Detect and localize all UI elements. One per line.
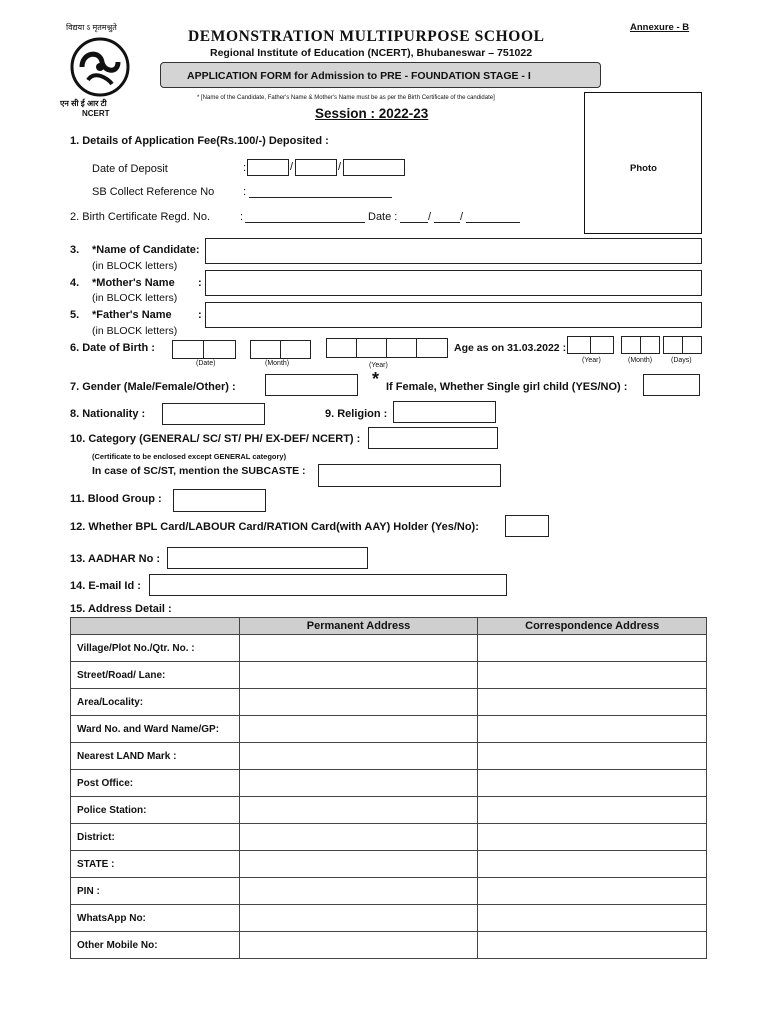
- q15-label: 15. Address Detail :: [70, 603, 172, 615]
- row-label: STATE :: [71, 851, 240, 878]
- q7-female-label: If Female, Whether Single girl child (YES/NO) :: [386, 381, 628, 393]
- q2-label: 2. Birth Certificate Regd. No.: [70, 211, 211, 223]
- q4-colon: :: [198, 277, 202, 289]
- school-name: DEMONSTRATION MULTIPURPOSE SCHOOL: [188, 28, 545, 45]
- nationality-field[interactable]: [162, 403, 265, 425]
- deposit-colon: :: [243, 162, 247, 174]
- dob-year-y2[interactable]: [356, 338, 387, 358]
- table-row: [71, 878, 707, 905]
- cert-slash-1: /: [428, 211, 432, 223]
- table-row: [71, 824, 707, 851]
- q3-block-note: (in BLOCK letters): [92, 260, 178, 272]
- form-title-banner: [160, 62, 601, 88]
- permanent-cell[interactable]: [239, 689, 478, 716]
- q5-block-note: (in BLOCK letters): [92, 325, 178, 337]
- row-label: Village/Plot No./Qtr. No. :: [71, 635, 240, 662]
- q10-label: 10. Category (GENERAL/ SC/ ST/ PH/ EX-DEF/ NCERT) :: [70, 433, 361, 445]
- cert-day-field[interactable]: [400, 222, 428, 223]
- q10-note: (Certificate to be enclosed except GENERAL category): [92, 452, 287, 461]
- dob-year-y3[interactable]: [386, 338, 417, 358]
- address-table: [70, 617, 707, 959]
- correspondence-cell[interactable]: [478, 662, 707, 689]
- mother-name-field[interactable]: [205, 270, 702, 296]
- cert-month-field[interactable]: [434, 222, 460, 223]
- category-field[interactable]: [368, 427, 498, 449]
- q5-colon: :: [198, 309, 202, 321]
- permanent-cell[interactable]: [239, 743, 478, 770]
- age-month-m1[interactable]: [621, 336, 641, 354]
- session-label: Session : 2022-23: [315, 106, 429, 121]
- correspondence-cell[interactable]: [478, 851, 707, 878]
- logo-english-text: NCERT: [82, 109, 110, 118]
- row-label: District:: [71, 824, 240, 851]
- correspondence-cell[interactable]: [478, 797, 707, 824]
- correspondence-cell[interactable]: [478, 770, 707, 797]
- address-table-header: [71, 618, 707, 635]
- religion-field[interactable]: [393, 401, 496, 423]
- dob-month-m2[interactable]: [280, 340, 311, 359]
- age-days-d2[interactable]: [682, 336, 702, 354]
- q4-block-note: (in BLOCK letters): [92, 292, 178, 304]
- q2-date-label: Date :: [368, 211, 398, 223]
- correspondence-cell[interactable]: [478, 932, 707, 959]
- table-row: [71, 743, 707, 770]
- age-year-caption: (Year): [582, 357, 601, 364]
- cert-year-field[interactable]: [466, 222, 520, 223]
- date-of-deposit-label: Date of Deposit: [92, 163, 168, 175]
- deposit-slash-2: /: [338, 161, 342, 173]
- blood-group-field[interactable]: [173, 489, 266, 512]
- permanent-cell[interactable]: [239, 824, 478, 851]
- aadhar-field[interactable]: [167, 547, 368, 569]
- ncert-logo: [60, 22, 140, 122]
- deposit-year-field[interactable]: [343, 159, 405, 176]
- correspondence-cell[interactable]: [478, 824, 707, 851]
- birth-cert-regd-field[interactable]: [245, 222, 365, 223]
- q5-number: 5.: [70, 309, 80, 321]
- dob-date-caption: (Date): [196, 360, 216, 367]
- age-days-d1[interactable]: [663, 336, 683, 354]
- permanent-cell[interactable]: [239, 716, 478, 743]
- form-title: APPLICATION FORM for Admission to PRE - FOUNDATION STAGE - I: [187, 70, 531, 82]
- table-row: [71, 662, 707, 689]
- sb-collect-label: SB Collect Reference No: [92, 186, 215, 198]
- table-row: [71, 770, 707, 797]
- deposit-month-field[interactable]: [295, 159, 337, 176]
- row-label: Police Station:: [71, 797, 240, 824]
- bpl-card-field[interactable]: [505, 515, 549, 537]
- permanent-cell[interactable]: [239, 932, 478, 959]
- dob-date-d1[interactable]: [172, 340, 204, 359]
- q9-label: 9. Religion :: [325, 408, 388, 420]
- dob-month-m1[interactable]: [250, 340, 281, 359]
- dob-month-caption: (Month): [265, 360, 290, 367]
- age-days-caption: (Days): [671, 357, 692, 364]
- dob-year-y4[interactable]: [416, 338, 448, 358]
- address-header-blank: [71, 618, 240, 635]
- permanent-cell[interactable]: [239, 905, 478, 932]
- permanent-address-header: Permanent Address: [239, 618, 478, 635]
- row-label: WhatsApp No:: [71, 905, 240, 932]
- table-row: [71, 716, 707, 743]
- age-year-y2[interactable]: [590, 336, 614, 354]
- q4-label: *Mother's Name: [92, 277, 175, 289]
- correspondence-cell[interactable]: [478, 635, 707, 662]
- dob-date-d2[interactable]: [203, 340, 236, 359]
- table-row: [71, 851, 707, 878]
- email-field[interactable]: [149, 574, 507, 596]
- gender-field[interactable]: [265, 374, 358, 396]
- permanent-cell[interactable]: [239, 797, 478, 824]
- row-label: Post Office:: [71, 770, 240, 797]
- annexure-label: Annexure - B: [630, 22, 690, 33]
- photo-label: Photo: [630, 163, 657, 174]
- permanent-cell[interactable]: [239, 770, 478, 797]
- q2-colon: :: [240, 211, 244, 223]
- father-name-field[interactable]: [205, 302, 702, 328]
- photo-box[interactable]: [584, 92, 702, 234]
- correspondence-address-header: Correspondence Address: [478, 618, 707, 635]
- cert-slash-2: /: [460, 211, 464, 223]
- correspondence-cell[interactable]: [478, 743, 707, 770]
- female-asterisk: *: [372, 369, 380, 389]
- table-row: [71, 797, 707, 824]
- correspondence-cell[interactable]: [478, 905, 707, 932]
- age-month-caption: (Month): [628, 357, 653, 364]
- q8-label: 8. Nationality :: [70, 408, 146, 420]
- q5-label: *Father's Name: [92, 309, 172, 321]
- row-label: Other Mobile No:: [71, 932, 240, 959]
- q14-label: 14. E-mail Id :: [70, 580, 141, 592]
- correspondence-cell[interactable]: [478, 689, 707, 716]
- q7-label: 7. Gender (Male/Female/Other) :: [70, 381, 236, 393]
- subcaste-label: In case of SC/ST, mention the SUBCASTE :: [92, 465, 306, 477]
- row-label: Street/Road/ Lane:: [71, 662, 240, 689]
- age-month-m2[interactable]: [640, 336, 660, 354]
- row-label: Nearest LAND Mark :: [71, 743, 240, 770]
- institute-name: Regional Institute of Education (NCERT), Bhubaneswar – 751022: [210, 47, 533, 59]
- q12-label: 12. Whether BPL Card/LABOUR Card/RATION Card(with AAY) Holder (Yes/No):: [70, 521, 479, 533]
- q13-label: 13. AADHAR No :: [70, 553, 161, 565]
- q3-label: *Name of Candidate:: [92, 244, 200, 256]
- deposit-day-field[interactable]: [247, 159, 289, 176]
- subcaste-field[interactable]: [318, 464, 501, 487]
- ncert-emblem-icon: [60, 32, 140, 102]
- name-note: * [Name of the Candidate, Father's Name & Mother's Name must be as per the Birth Certificate of the candidate]: [197, 95, 495, 101]
- logo-hindi-text: एन सी ई आर टी: [60, 99, 107, 108]
- q1-label: 1. Details of Application Fee(Rs.100/-) Deposited :: [70, 135, 329, 147]
- q6-label: 6. Date of Birth :: [70, 342, 155, 354]
- table-row: [71, 932, 707, 959]
- table-row: [71, 689, 707, 716]
- permanent-cell[interactable]: [239, 878, 478, 905]
- table-row: [71, 635, 707, 662]
- sb-colon: :: [243, 186, 247, 198]
- permanent-cell[interactable]: [239, 662, 478, 689]
- q3-number: 3.: [70, 244, 80, 256]
- dob-year-y1[interactable]: [326, 338, 357, 358]
- candidate-name-field[interactable]: [205, 238, 702, 264]
- age-label: Age as on 31.03.2022 :: [454, 342, 567, 354]
- age-year-y1[interactable]: [567, 336, 591, 354]
- logo-motto: विद्यया ऽ मृतमश्नुते: [66, 23, 117, 32]
- sb-collect-field[interactable]: [249, 197, 392, 198]
- deposit-slash-1: /: [290, 161, 294, 173]
- q11-label: 11. Blood Group :: [70, 493, 162, 505]
- table-row: [71, 905, 707, 932]
- row-label: Ward No. and Ward Name/GP:: [71, 716, 240, 743]
- permanent-cell[interactable]: [239, 635, 478, 662]
- row-label: Area/Locality:: [71, 689, 240, 716]
- correspondence-cell[interactable]: [478, 878, 707, 905]
- q4-number: 4.: [70, 277, 80, 289]
- single-girl-field[interactable]: [643, 374, 700, 396]
- dob-year-caption: (Year): [369, 362, 388, 369]
- row-label: PIN :: [71, 878, 240, 905]
- permanent-cell[interactable]: [239, 851, 478, 878]
- correspondence-cell[interactable]: [478, 716, 707, 743]
